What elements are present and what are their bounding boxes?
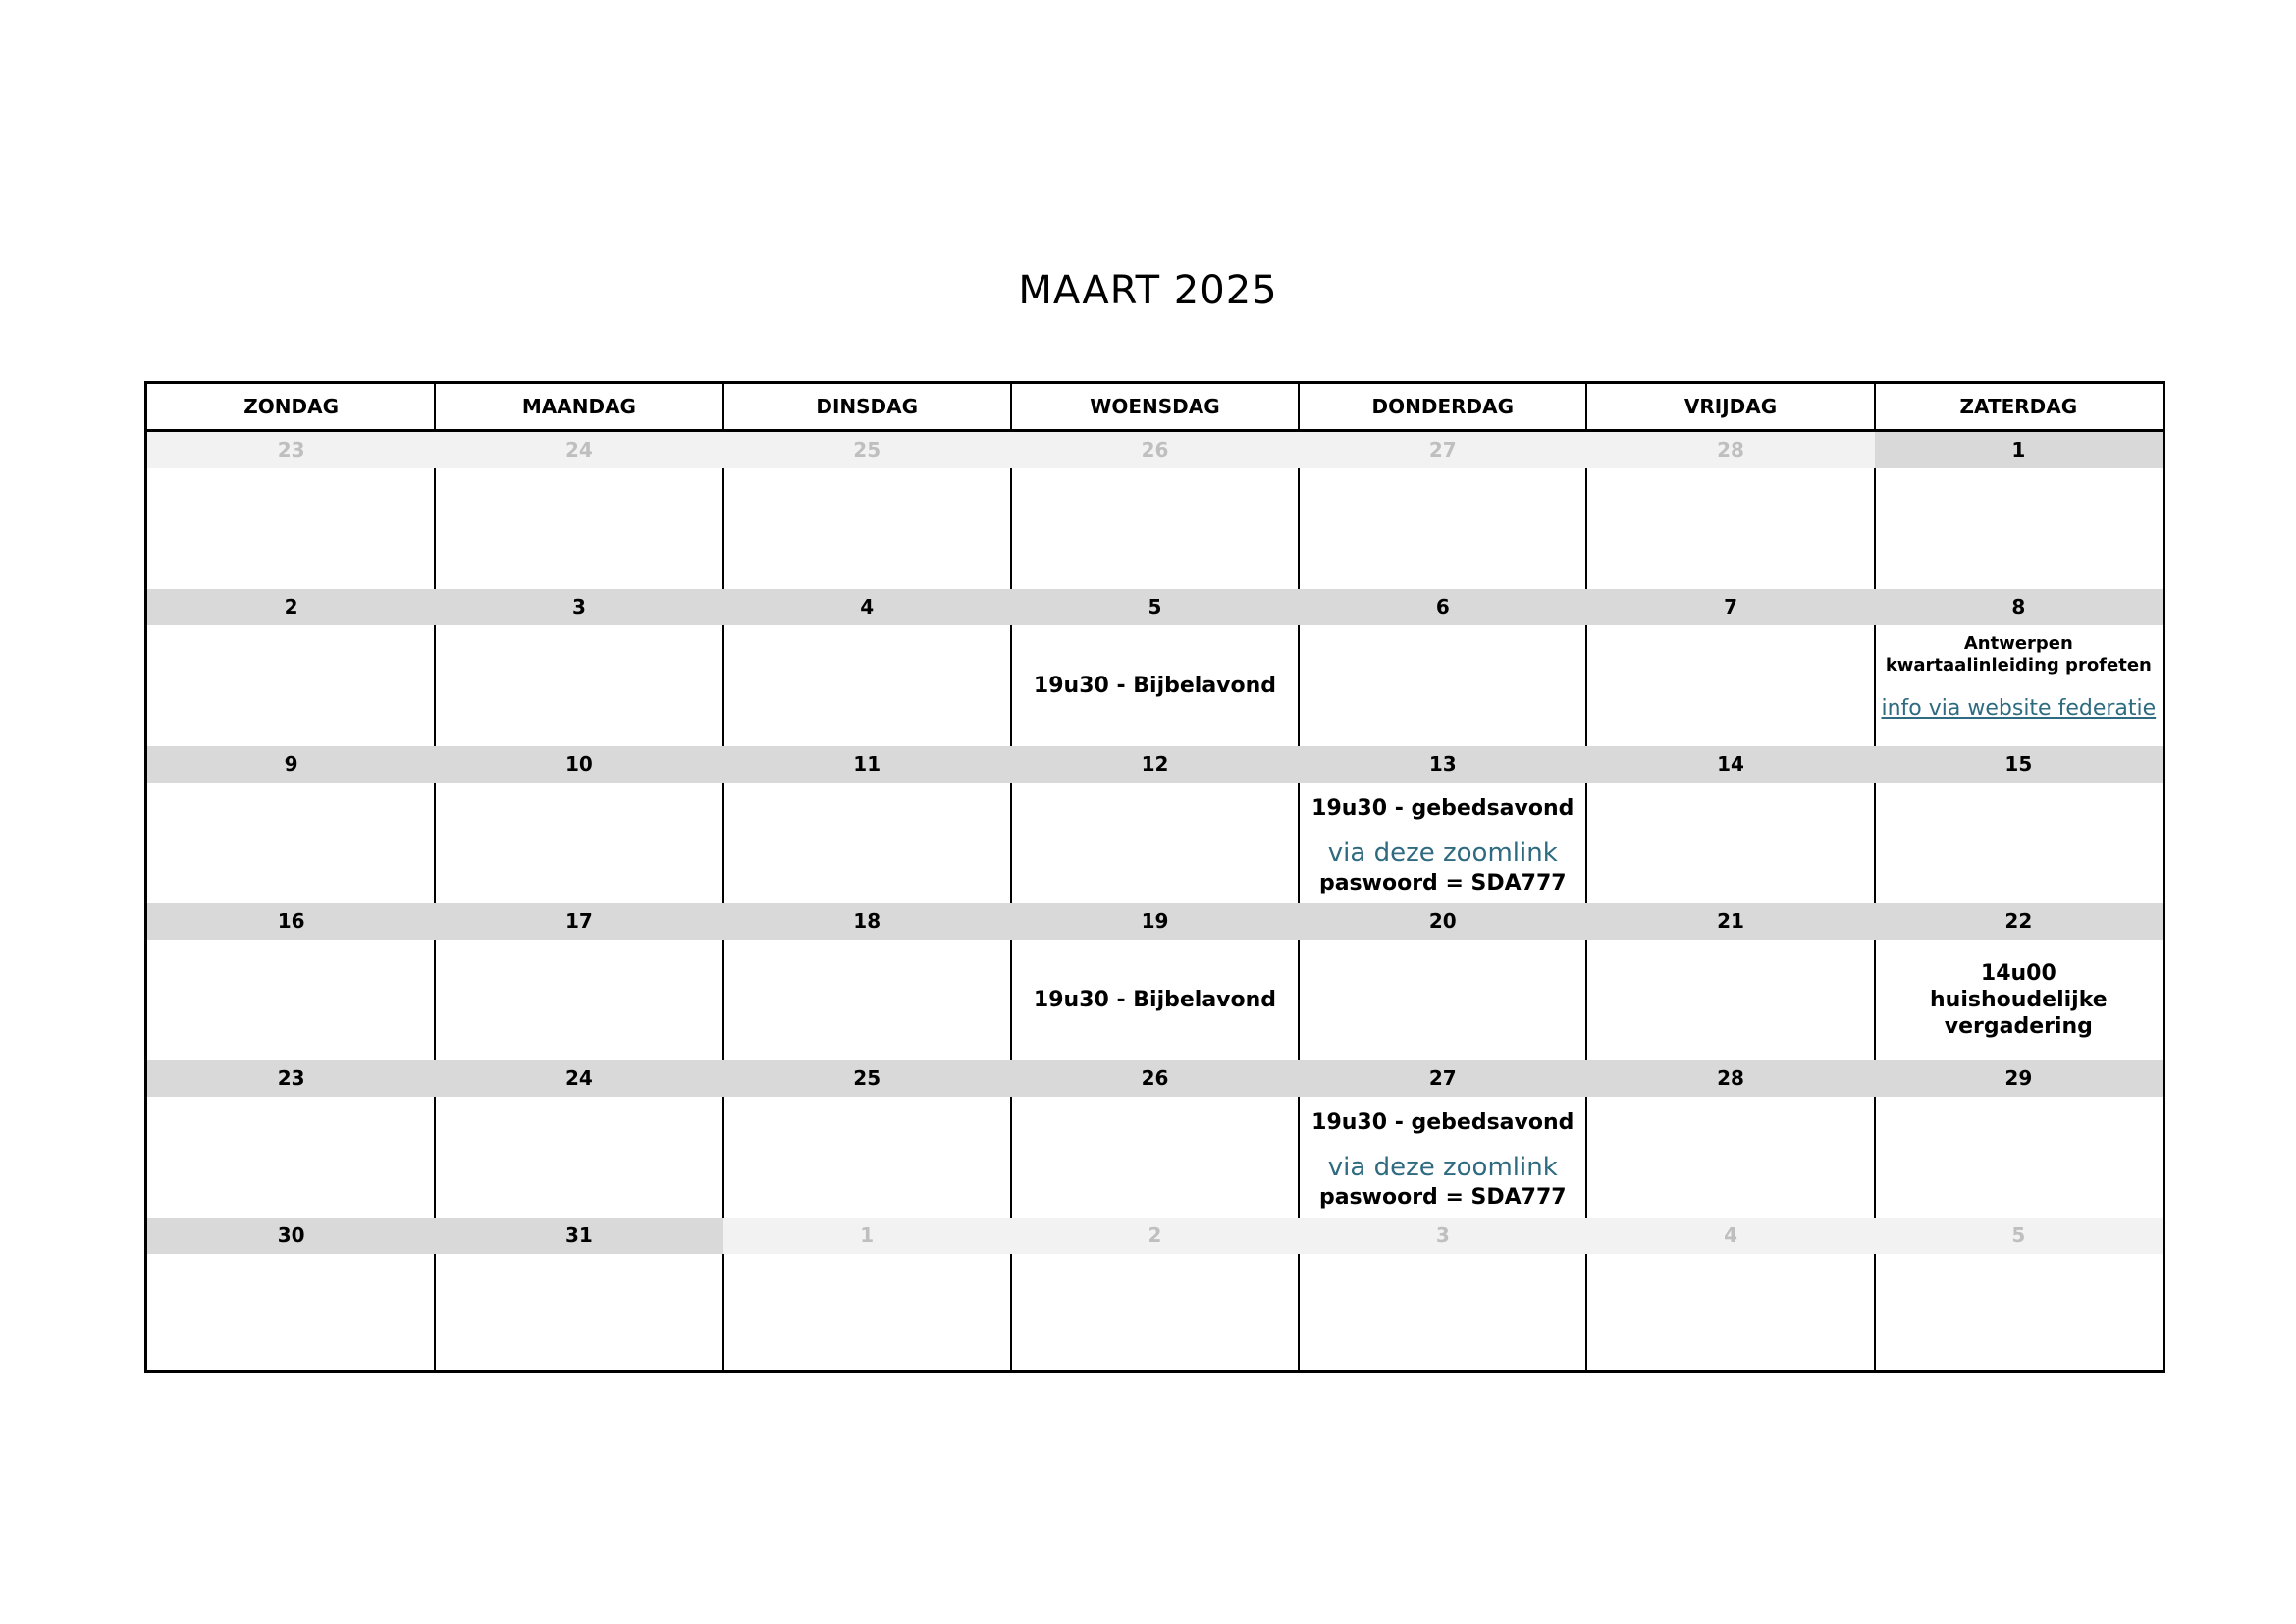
weekday-header-dinsdag: DINSDAG bbox=[816, 395, 919, 418]
day-number: 30 bbox=[147, 1218, 435, 1254]
day-number: 2 bbox=[147, 589, 435, 625]
day-number: 10 bbox=[435, 746, 722, 783]
day-number: 23 bbox=[147, 1060, 435, 1097]
event-title: 19u30 - Bijbelavond bbox=[1033, 673, 1277, 698]
weekday-header-zondag: ZONDAG bbox=[243, 395, 340, 418]
day-number: 27 bbox=[1299, 432, 1586, 468]
day-number: 7 bbox=[1586, 589, 1874, 625]
day-number: 3 bbox=[435, 589, 722, 625]
weekday-header-row bbox=[147, 384, 2163, 432]
event-mar22 bbox=[1875, 940, 2163, 1060]
event-title: 19u30 - gebedsavond bbox=[1311, 796, 1575, 821]
day-number: 14 bbox=[1586, 746, 1874, 783]
day-number: 24 bbox=[435, 1060, 722, 1097]
weekday-header-woensdag: WOENSDAG bbox=[1090, 395, 1220, 418]
day-number: 4 bbox=[1586, 1218, 1874, 1254]
event-title: huishoudelijke bbox=[1930, 988, 2108, 1012]
day-number: 20 bbox=[1299, 903, 1586, 940]
event-mar19 bbox=[1011, 940, 1299, 1060]
day-number: 31 bbox=[435, 1218, 722, 1254]
day-number: 27 bbox=[1299, 1060, 1586, 1097]
day-number: 23 bbox=[147, 432, 435, 468]
event-title: vergadering bbox=[1944, 1014, 2093, 1039]
event-time: 14u00 bbox=[1980, 961, 2056, 986]
event-password: paswoord = SDA777 bbox=[1318, 871, 1567, 895]
day-number: 22 bbox=[1875, 903, 2163, 940]
day-number: 2 bbox=[1011, 1218, 1299, 1254]
event-location: Antwerpen bbox=[1963, 633, 2073, 654]
day-number: 12 bbox=[1011, 746, 1299, 783]
day-number: 25 bbox=[723, 432, 1011, 468]
day-number: 28 bbox=[1586, 1060, 1874, 1097]
day-number: 24 bbox=[435, 432, 722, 468]
federation-website-link[interactable]: info via website federatie bbox=[1881, 696, 2157, 721]
event-mar27 bbox=[1299, 1097, 1586, 1218]
zoom-link[interactable]: via deze zoomlink bbox=[1327, 839, 1558, 868]
day-number: 29 bbox=[1875, 1060, 2163, 1097]
weekday-header-maandag: MAANDAG bbox=[521, 395, 636, 418]
calendar-grid bbox=[144, 381, 2165, 1373]
day-number: 26 bbox=[1011, 432, 1299, 468]
day-number: 5 bbox=[1011, 589, 1299, 625]
day-number: 6 bbox=[1299, 589, 1586, 625]
day-number: 15 bbox=[1875, 746, 2163, 783]
event-mar13 bbox=[1299, 783, 1586, 903]
weekday-header-zaterdag: ZATERDAG bbox=[1959, 395, 2078, 418]
event-title: kwartaalinleiding profeten bbox=[1885, 655, 2152, 676]
day-number: 8 bbox=[1875, 589, 2163, 625]
day-number: 4 bbox=[723, 589, 1011, 625]
day-number: 26 bbox=[1011, 1060, 1299, 1097]
event-password: paswoord = SDA777 bbox=[1318, 1185, 1567, 1210]
zoom-link[interactable]: via deze zoomlink bbox=[1327, 1153, 1558, 1182]
weekday-header-donderdag: DONDERDAG bbox=[1371, 395, 1515, 418]
event-title: 19u30 - Bijbelavond bbox=[1033, 987, 1277, 1012]
day-number: 18 bbox=[723, 903, 1011, 940]
day-number: 5 bbox=[1875, 1218, 2163, 1254]
day-number: 1 bbox=[1875, 432, 2163, 468]
day-number: 16 bbox=[147, 903, 435, 940]
day-number: 13 bbox=[1299, 746, 1586, 783]
day-number: 11 bbox=[723, 746, 1011, 783]
day-number: 1 bbox=[723, 1218, 1011, 1254]
weekday-header-vrijdag: VRIJDAG bbox=[1683, 395, 1778, 418]
day-number: 3 bbox=[1299, 1218, 1586, 1254]
event-mar5 bbox=[1011, 625, 1299, 746]
calendar-title: MAART 2025 bbox=[1018, 268, 1278, 313]
day-number: 28 bbox=[1586, 432, 1874, 468]
event-title: 19u30 - gebedsavond bbox=[1311, 1110, 1575, 1135]
event-mar8 bbox=[1875, 625, 2163, 746]
day-number: 17 bbox=[435, 903, 722, 940]
day-number: 19 bbox=[1011, 903, 1299, 940]
day-number: 25 bbox=[723, 1060, 1011, 1097]
day-number: 21 bbox=[1586, 903, 1874, 940]
day-number: 9 bbox=[147, 746, 435, 783]
